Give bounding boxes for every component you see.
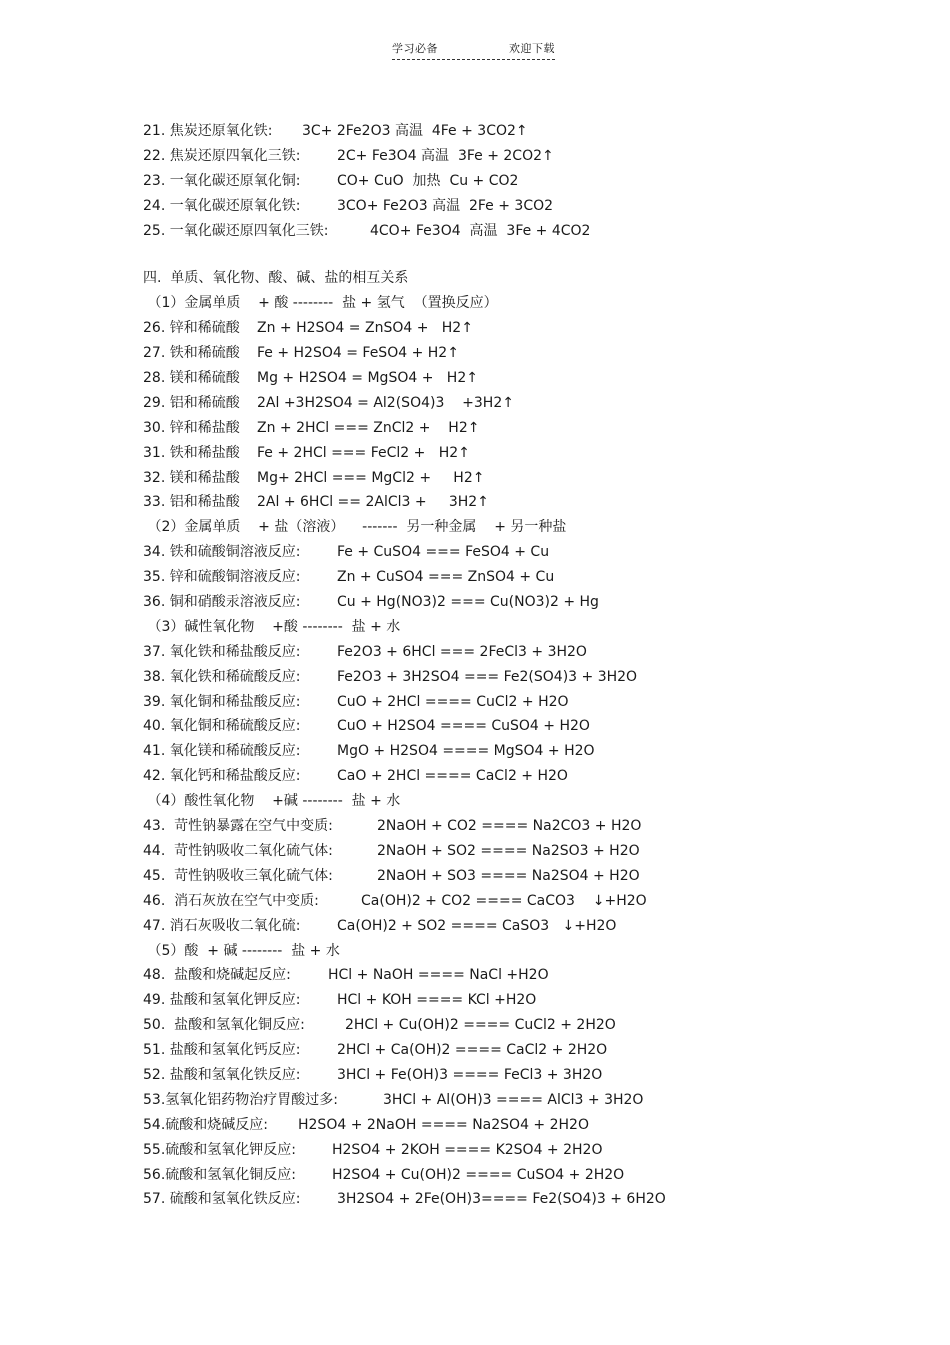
equation-row xyxy=(143,1187,923,1212)
chemical-equation: Zn + H2SO4 = ZnSO4 + H2↑ xyxy=(257,320,473,337)
equation-row xyxy=(143,1138,923,1163)
section-heading xyxy=(143,939,923,964)
reaction-label: 55.硫酸和氢氧化钾反应: xyxy=(143,1141,296,1158)
chemical-equation: HCl + KOH ==== KCl +H2O xyxy=(337,992,537,1009)
equation-row xyxy=(143,565,923,590)
chemical-equation: 2NaOH + CO2 ==== Na2CO3 + H2O xyxy=(377,818,642,835)
reaction-label: 46. 消石灰放在空气中变质: xyxy=(143,892,319,909)
reaction-label: 48. 盐酸和烧碱起反应: xyxy=(143,967,291,984)
reaction-label: 34. 铁和硫酸铜溶液反应: xyxy=(143,544,301,561)
equation-row xyxy=(143,540,923,565)
equation-row xyxy=(143,441,923,466)
reaction-label: 30. 锌和稀盐酸 xyxy=(143,419,240,436)
reaction-label: 53.氢氧化铝药物治疗胃酸过多: xyxy=(143,1091,338,1108)
reaction-label: 22. 焦炭还原四氧化三铁: xyxy=(143,147,301,164)
chemical-equation: 2HCl + Ca(OH)2 ==== CaCl2 + 2H2O xyxy=(337,1042,608,1059)
reaction-label: 54.硫酸和烧碱反应: xyxy=(143,1116,268,1133)
chemical-equation: CuO + 2HCl ==== CuCl2 + H2O xyxy=(337,693,569,710)
reaction-label: 25. 一氧化碳还原四氧化三铁: xyxy=(143,222,329,239)
chemical-equation: 2HCl + Cu(OH)2 ==== CuCl2 + 2H2O xyxy=(345,1017,616,1034)
equation-row xyxy=(143,1088,923,1113)
equation-row xyxy=(143,490,923,515)
reaction-label: 37. 氧化铁和稀盐酸反应: xyxy=(143,643,301,660)
chemical-equation: Mg+ 2HCl === MgCl2 + H2↑ xyxy=(257,469,485,486)
chemical-equation: Fe2O3 + 6HCl === 2FeCl3 + 3H2O xyxy=(337,643,587,660)
chemical-equation: CuO + H2SO4 ==== CuSO4 + H2O xyxy=(337,718,590,735)
chemical-equation: HCl + NaOH ==== NaCl +H2O xyxy=(328,967,549,984)
equation-row xyxy=(143,466,923,491)
equation-row xyxy=(143,391,923,416)
heading-text: （1）金属单质 + 酸 -------- 盐 + 氢气 （置换反应） xyxy=(143,295,498,312)
chemical-equation: 4CO+ Fe3O4 高温 3Fe + 4CO2 xyxy=(370,222,591,239)
chemical-equation: MgO + H2SO4 ==== MgSO4 + H2O xyxy=(337,743,595,760)
reaction-label: 43. 苛性钠暴露在空气中变质: xyxy=(143,818,333,835)
chemical-equation: Zn + CuSO4 === ZnSO4 + Cu xyxy=(337,569,555,586)
equation-row xyxy=(143,144,923,169)
equation-row xyxy=(143,341,923,366)
chemical-equation: 2Al + 6HCl == 2AlCl3 + 3H2↑ xyxy=(257,494,489,511)
equation-row xyxy=(143,739,923,764)
equation-row xyxy=(143,1063,923,1088)
reaction-label: 35. 锌和硫酸铜溶液反应: xyxy=(143,569,301,586)
chemical-equation: 2Al +3H2SO4 = Al2(SO4)3 +3H2↑ xyxy=(257,394,514,411)
equation-row xyxy=(143,169,923,194)
chemical-equation: 3HCl + Al(OH)3 ==== AlCl3 + 3H2O xyxy=(383,1091,644,1108)
equation-row xyxy=(143,366,923,391)
chemical-equation: Zn + 2HCl === ZnCl2 + H2↑ xyxy=(257,419,480,436)
reaction-label: 57. 硫酸和氢氧化铁反应: xyxy=(143,1191,301,1208)
equation-row xyxy=(143,194,923,219)
equation-row xyxy=(143,119,923,144)
equation-row xyxy=(143,864,923,889)
equation-row xyxy=(143,714,923,739)
equation-row xyxy=(143,914,923,939)
chemical-equation: 3H2SO4 + 2Fe(OH)3==== Fe2(SO4)3 + 6H2O xyxy=(337,1191,666,1208)
reaction-label: 39. 氧化铜和稀盐酸反应: xyxy=(143,693,301,710)
chemical-equation: CaO + 2HCl ==== CaCl2 + H2O xyxy=(337,768,568,785)
section-heading xyxy=(143,515,923,540)
chemical-equation: Fe2O3 + 3H2SO4 === Fe2(SO4)3 + 3H2O xyxy=(337,668,638,685)
header-right-text: 欢迎下载 xyxy=(509,42,555,55)
chemical-equation: 2NaOH + SO3 ==== Na2SO4 + H2O xyxy=(377,867,640,884)
section-heading xyxy=(143,291,923,316)
equation-row xyxy=(143,690,923,715)
chemical-equation: 2C+ Fe3O4 高温 3Fe + 2CO2↑ xyxy=(337,147,554,164)
reaction-label: 23. 一氧化碳还原氧化铜: xyxy=(143,172,301,189)
equation-row xyxy=(143,764,923,789)
equation-row xyxy=(143,1113,923,1138)
reaction-label: 44. 苛性钠吸收二氧化硫气体: xyxy=(143,842,333,859)
reaction-label: 29. 铝和稀硫酸 xyxy=(143,394,240,411)
heading-text: （3）碱性氧化物 +酸 -------- 盐 + 水 xyxy=(143,618,401,635)
reaction-label: 40. 氧化铜和稀硫酸反应: xyxy=(143,718,301,735)
equation-row xyxy=(143,1038,923,1063)
equation-row xyxy=(143,316,923,341)
heading-text: （5）酸 + 碱 -------- 盐 + 水 xyxy=(143,942,340,959)
chemical-equation: CO+ CuO 加热 Cu + CO2 xyxy=(337,172,519,189)
chemical-equation: Fe + H2SO4 = FeSO4 + H2↑ xyxy=(257,345,459,362)
section-gap xyxy=(143,243,923,266)
equation-row xyxy=(143,665,923,690)
chemical-equation: Fe + CuSO4 === FeSO4 + Cu xyxy=(337,544,550,561)
equation-row xyxy=(143,640,923,665)
chemical-equation: 3HCl + Fe(OH)3 ==== FeCl3 + 3H2O xyxy=(337,1066,603,1083)
section-heading xyxy=(143,266,923,291)
equation-row xyxy=(143,814,923,839)
equation-row xyxy=(143,590,923,615)
equation-row xyxy=(143,889,923,914)
chemical-equation: Cu + Hg(NO3)2 === Cu(NO3)2 + Hg xyxy=(337,594,599,611)
section-heading xyxy=(143,789,923,814)
reaction-label: 56.硫酸和氢氧化铜反应: xyxy=(143,1166,296,1183)
chemical-equation: 3C+ 2Fe2O3 高温 4Fe + 3CO2↑ xyxy=(302,123,528,139)
chemical-equation: 2NaOH + SO2 ==== Na2SO3 + H2O xyxy=(377,842,640,859)
equation-row xyxy=(143,963,923,988)
equation-list xyxy=(143,119,923,1212)
chemical-equation: 3CO+ Fe2O3 高温 2Fe + 3CO2 xyxy=(337,197,554,214)
reaction-label: 36. 铜和硝酸汞溶液反应: xyxy=(143,594,301,611)
equation-row xyxy=(143,416,923,441)
reaction-label: 24. 一氧化碳还原氧化铁: xyxy=(143,197,301,214)
reaction-label: 27. 铁和稀硫酸 xyxy=(143,345,240,362)
reaction-label: 21. 焦炭还原氧化铁: xyxy=(143,123,273,139)
reaction-label: 51. 盐酸和氢氧化钙反应: xyxy=(143,1042,301,1059)
chemical-equation: Mg + H2SO4 = MgSO4 + H2↑ xyxy=(257,370,478,387)
chemical-equation: H2SO4 + Cu(OH)2 ==== CuSO4 + 2H2O xyxy=(332,1166,625,1183)
chemical-equation: H2SO4 + 2KOH ==== K2SO4 + 2H2O xyxy=(332,1141,603,1158)
equation-row xyxy=(143,839,923,864)
header-left-text: 学习必备 xyxy=(392,42,438,55)
equation-row xyxy=(143,219,923,244)
reaction-label: 33. 铝和稀盐酸 xyxy=(143,494,240,511)
chemical-equation: Ca(OH)2 + SO2 ==== CaSO3 ↓+H2O xyxy=(337,917,617,934)
reaction-label: 31. 铁和稀盐酸 xyxy=(143,444,240,461)
reaction-label: 50. 盐酸和氢氧化铜反应: xyxy=(143,1017,305,1034)
chemical-equation: Fe + 2HCl === FeCl2 + H2↑ xyxy=(257,444,470,461)
section-heading xyxy=(143,615,923,640)
chemical-equation: H2SO4 + 2NaOH ==== Na2SO4 + 2H2O xyxy=(298,1116,589,1133)
equation-row xyxy=(143,1013,923,1038)
heading-text: （2）金属单质 + 盐（溶液） ------- 另一种金属 + 另一种盐 xyxy=(143,519,567,536)
reaction-label: 28. 镁和稀硫酸 xyxy=(143,370,240,387)
equation-row xyxy=(143,1163,923,1188)
reaction-label: 26. 锌和稀硫酸 xyxy=(143,320,240,337)
reaction-label: 42. 氧化钙和稀盐酸反应: xyxy=(143,768,301,785)
reaction-label: 32. 镁和稀盐酸 xyxy=(143,469,240,486)
chemical-equation: Ca(OH)2 + CO2 ==== CaCO3 ↓+H2O xyxy=(361,892,647,909)
heading-text: （4）酸性氧化物 +碱 -------- 盐 + 水 xyxy=(143,793,401,810)
reaction-label: 45. 苛性钠吸收三氧化硫气体: xyxy=(143,867,333,884)
page-header xyxy=(392,40,555,60)
reaction-label: 47. 消石灰吸收二氧化硫: xyxy=(143,917,301,934)
reaction-label: 52. 盐酸和氢氧化铁反应: xyxy=(143,1066,301,1083)
equation-row xyxy=(143,988,923,1013)
reaction-label: 41. 氧化镁和稀硫酸反应: xyxy=(143,743,301,760)
reaction-label: 49. 盐酸和氢氧化钾反应: xyxy=(143,992,301,1009)
reaction-label: 38. 氧化铁和稀硫酸反应: xyxy=(143,668,301,685)
heading-text: 四. 单质、氧化物、酸、碱、盐的相互关系 xyxy=(143,270,409,287)
